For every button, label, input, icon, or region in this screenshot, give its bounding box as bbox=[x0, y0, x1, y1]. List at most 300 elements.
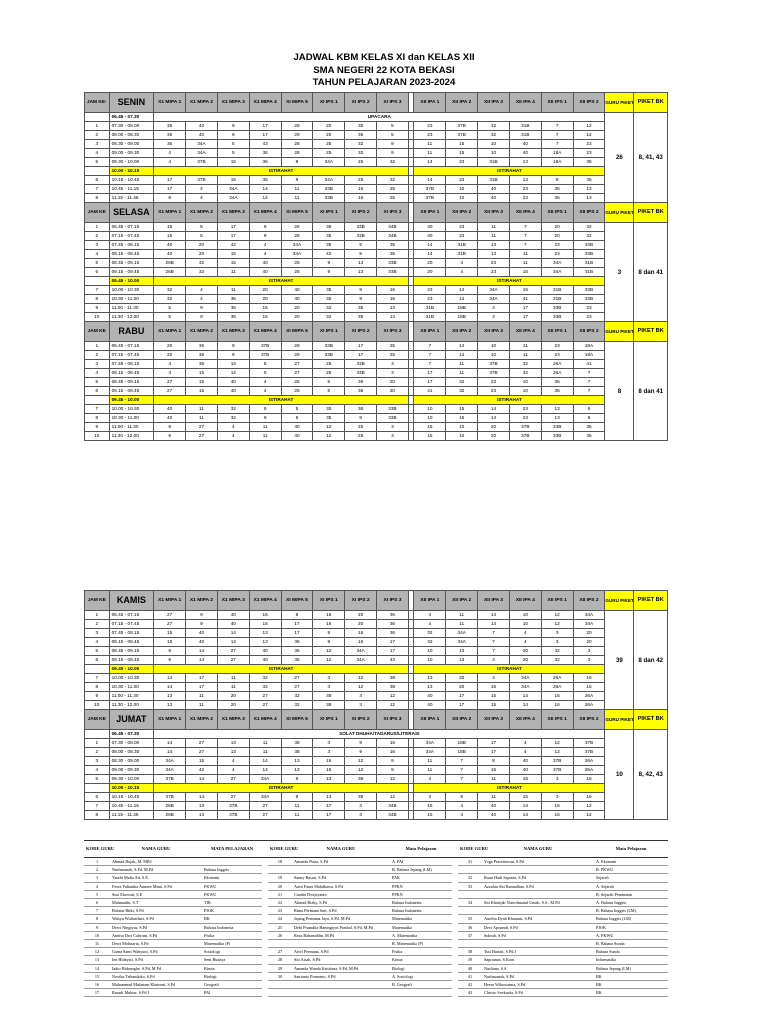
teacher-code-cell: 16 bbox=[377, 739, 409, 748]
teacher-code-cell: 32 bbox=[573, 223, 605, 232]
teacher-code-cell: 4 bbox=[186, 185, 218, 194]
teacher-code-cell: 13 bbox=[541, 414, 573, 423]
teacher-code-cell: 40 bbox=[249, 647, 281, 656]
teacher-code-cell: 35 bbox=[573, 158, 605, 167]
lesson-row bbox=[85, 158, 668, 167]
teacher-subject: BK bbox=[594, 989, 668, 997]
teacher-code-cell: 31B bbox=[478, 176, 510, 185]
schedule-table bbox=[84, 92, 668, 441]
nama-header: NAMA GURU bbox=[110, 841, 202, 858]
class-header: X1 MIPA 2 bbox=[186, 93, 218, 113]
jam-ke-cell: 1 bbox=[85, 611, 110, 620]
teacher-code-cell: 11 bbox=[217, 268, 249, 277]
teacher-code-cell: 17 bbox=[377, 647, 409, 656]
teacher-code-cell: 14 bbox=[186, 793, 218, 802]
teacher-code-table bbox=[84, 840, 668, 997]
teacher-code-cell: 9 bbox=[217, 122, 249, 131]
teacher-code-cell: 34A bbox=[249, 775, 281, 784]
teacher-code-cell: 16 bbox=[541, 802, 573, 811]
teacher-code-cell: 17 bbox=[345, 351, 377, 360]
teacher-code-cell: 4 bbox=[154, 360, 186, 369]
teacher-code-cell: 5 bbox=[186, 232, 218, 241]
class-header: XI IPS 2 bbox=[345, 710, 377, 730]
teacher-subject: Bahasa Inggris bbox=[202, 866, 262, 874]
teacher-code-cell: 9 bbox=[186, 304, 218, 313]
teacher-code-cell: 35 bbox=[377, 250, 409, 259]
teacher-row bbox=[84, 940, 668, 948]
teacher-name: Wahyu Widiasihati, S.Pd bbox=[110, 915, 202, 923]
teacher-code-cell: 40 bbox=[154, 414, 186, 423]
time-cell: 08.00 - 08.30 bbox=[109, 748, 154, 757]
teacher-code-cell: 14 bbox=[478, 620, 510, 629]
teacher-subject: B. PKWU bbox=[594, 866, 668, 874]
teacher-code-cell: 25 bbox=[377, 194, 409, 203]
teacher-code-cell: 43 bbox=[249, 140, 281, 149]
teacher-name: Rima Permana Sari, S.Pd bbox=[292, 907, 390, 915]
teacher-code-cell: 36 bbox=[281, 647, 313, 656]
time-cell: 10.00 - 10.30 bbox=[109, 405, 154, 414]
teacher-code: 2 bbox=[84, 866, 110, 874]
teacher-subject: Seni Budaya bbox=[202, 956, 262, 964]
teacher-row bbox=[84, 890, 668, 898]
teacher-code-cell: 17 bbox=[217, 232, 249, 241]
title-line-3: TAHUN PELAJARAN 2023-2024 bbox=[312, 77, 456, 89]
class-header: XII IPA 1 bbox=[414, 322, 446, 342]
teacher-code-cell: 23 bbox=[509, 405, 541, 414]
teacher-code-cell: 16 bbox=[573, 775, 605, 784]
teacher-code-cell: 16 bbox=[313, 620, 345, 629]
teacher-code-cell: 27 bbox=[154, 387, 186, 396]
teacher-code-cell: 40 bbox=[414, 701, 446, 710]
teacher-code-cell: 23 bbox=[478, 268, 510, 277]
teacher-code-cell: 37B bbox=[414, 194, 446, 203]
teacher-code-cell: 13 bbox=[313, 775, 345, 784]
teacher-subject: B. Bahasa Sunda bbox=[594, 940, 668, 948]
lesson-row bbox=[85, 683, 668, 692]
teacher-code-cell: 15 bbox=[509, 775, 541, 784]
teacher-code-cell: 9 bbox=[345, 748, 377, 757]
jam-ke-cell bbox=[85, 277, 110, 286]
jam-ke-cell: 3 bbox=[85, 629, 110, 638]
teacher-code-cell: 37B bbox=[446, 122, 478, 131]
teacher-code-cell: 12 bbox=[377, 701, 409, 710]
teacher-code-cell: 13 bbox=[217, 739, 249, 748]
teacher-code-cell: 25 bbox=[313, 360, 345, 369]
teacher-code-cell: 34A bbox=[414, 739, 446, 748]
teacher-code-cell: 26A bbox=[573, 766, 605, 775]
teacher-code-cell: 42 bbox=[217, 241, 249, 250]
teacher-row bbox=[84, 915, 668, 923]
teacher-code-cell: 35 bbox=[313, 295, 345, 304]
class-header: XII IPS 2 bbox=[573, 591, 605, 611]
guru-piket-value: 3 bbox=[605, 223, 634, 322]
guru-piket-header: GURU PIKET bbox=[605, 591, 634, 611]
teacher-code-cell: 23 bbox=[573, 149, 605, 158]
teacher-subject: A. Sosiologi bbox=[390, 972, 452, 980]
jam-ke-cell: 10 bbox=[85, 701, 110, 710]
class-header: X1 MIPA 3 bbox=[217, 710, 249, 730]
teacher-code: 23 bbox=[268, 907, 292, 915]
teacher-code-cell: 17 bbox=[154, 185, 186, 194]
teacher-code-cell: 10 bbox=[509, 387, 541, 396]
teacher-code-cell: 31B bbox=[541, 295, 573, 304]
teacher-code-cell: 5 bbox=[217, 140, 249, 149]
teacher-code-cell: 5 bbox=[377, 122, 409, 131]
class-header: XII IPA 4 bbox=[509, 322, 541, 342]
teacher-code-cell: 7 bbox=[478, 638, 510, 647]
jam-ke-cell: 9 bbox=[85, 423, 110, 432]
teacher-code-cell: 41 bbox=[509, 295, 541, 304]
teacher-code-cell: 20 bbox=[414, 268, 446, 277]
teacher-code-cell: 26A bbox=[541, 360, 573, 369]
teacher-code-cell: 26A bbox=[541, 369, 573, 378]
teacher-code-cell: 32 bbox=[509, 369, 541, 378]
teacher-code-cell: 3 bbox=[377, 423, 409, 432]
teacher-code-cell: 32 bbox=[186, 268, 218, 277]
class-header: XII IPA 1 bbox=[414, 203, 446, 223]
class-header: XI IPS 2 bbox=[345, 591, 377, 611]
teacher-code-cell: 7 bbox=[446, 775, 478, 784]
teacher-subject: Bahasa Sunda bbox=[594, 948, 668, 956]
teacher-code-cell: 31B bbox=[573, 259, 605, 268]
teacher-code-cell: 13 bbox=[154, 692, 186, 701]
teacher-code-cell: 32 bbox=[281, 692, 313, 701]
teacher-code bbox=[268, 866, 292, 874]
teacher-code-cell: 8 bbox=[281, 611, 313, 620]
teacher-code-cell: 10 bbox=[478, 351, 510, 360]
teacher-code-cell: 27 bbox=[217, 656, 249, 665]
teacher-code-cell: 17 bbox=[186, 674, 218, 683]
teacher-code-cell: 23 bbox=[541, 250, 573, 259]
teacher-code-cell: 32 bbox=[414, 638, 446, 647]
title-line-1: JADWAL KBM KELAS XI dan KELAS XII bbox=[293, 52, 475, 63]
class-header: XII IPA 3 bbox=[478, 710, 510, 730]
teacher-code-cell: 12 bbox=[573, 811, 605, 820]
teacher-code-cell: 9 bbox=[249, 232, 281, 241]
time-cell: 09.15 - 09.45 bbox=[109, 268, 154, 277]
break-label: ISTIRAHAT bbox=[414, 167, 605, 176]
teacher-subject: BK bbox=[594, 972, 668, 980]
lesson-row bbox=[85, 250, 668, 259]
teacher-code-cell: 32 bbox=[313, 313, 345, 322]
teacher-code-cell: 11 bbox=[414, 140, 446, 149]
piket-bk-header: PIKET BK bbox=[634, 591, 668, 611]
lesson-row bbox=[85, 414, 668, 423]
jam-ke-cell: 8 bbox=[85, 295, 110, 304]
teacher-code-cell: 7 bbox=[573, 369, 605, 378]
jam-ke-cell: 5 bbox=[85, 775, 110, 784]
lesson-row bbox=[85, 342, 668, 351]
teacher-code-cell: 32 bbox=[217, 414, 249, 423]
teacher-code-cell: 13 bbox=[154, 701, 186, 710]
lesson-row bbox=[85, 194, 668, 203]
lesson-row bbox=[85, 122, 668, 131]
jam-ke-cell: 10 bbox=[85, 432, 110, 441]
teacher-code-cell: 20 bbox=[377, 387, 409, 396]
class-header: X1 MIPA 2 bbox=[186, 710, 218, 730]
teacher-code-cell: 3 bbox=[541, 775, 573, 784]
jam-ke-cell: 5 bbox=[85, 259, 110, 268]
teacher-code-cell: 15 bbox=[154, 223, 186, 232]
teacher-name bbox=[292, 981, 390, 989]
class-header: XI MIPA 5 bbox=[281, 710, 313, 730]
teacher-name bbox=[482, 940, 594, 948]
teacher-code-cell: 27 bbox=[154, 620, 186, 629]
mapel-header: Mata Pelajaran bbox=[390, 841, 452, 858]
time-cell: 10.00 - 10.30 bbox=[109, 674, 154, 683]
mapel-header: Mata Pelajaran bbox=[594, 841, 668, 858]
break-label: ISTIRAHAT bbox=[154, 396, 409, 405]
teacher-code-cell: 20 bbox=[573, 638, 605, 647]
teacher-code-cell: 36 bbox=[377, 611, 409, 620]
teacher-code: 41 bbox=[458, 972, 482, 980]
teacher-code-cell: 20 bbox=[509, 647, 541, 656]
teacher-code-cell: 32 bbox=[249, 683, 281, 692]
pre-activity-label: UPACARA bbox=[154, 113, 605, 122]
teacher-name: Azzahra Siti Ramadhan, S.Pd bbox=[482, 882, 594, 890]
teacher-subject bbox=[202, 858, 262, 866]
teacher-code-cell: 37B bbox=[217, 811, 249, 820]
teacher-code-cell: 32 bbox=[509, 360, 541, 369]
teacher-subject: PAK bbox=[390, 874, 452, 882]
teacher-code: 31 bbox=[458, 858, 482, 866]
teacher-code-cell: 18B bbox=[446, 739, 478, 748]
teacher-code-cell: 34A bbox=[345, 656, 377, 665]
class-header: X1 MIPA 1 bbox=[154, 93, 186, 113]
teacher-code-cell: 15 bbox=[478, 701, 510, 710]
teacher-code-cell: 4 bbox=[414, 611, 446, 620]
teacher-name: Ahmad Rizky, S.Pd bbox=[292, 899, 390, 907]
jam-ke-cell bbox=[85, 167, 110, 176]
teacher-code-cell: 37B bbox=[446, 131, 478, 140]
guru-piket-header: GURU PIKET bbox=[605, 710, 634, 730]
teacher-code-cell: 40 bbox=[154, 405, 186, 414]
piket-bk-value: 8 dan 42 bbox=[634, 611, 668, 710]
teacher-code-cell: 14 bbox=[509, 692, 541, 701]
teacher-code-cell: 7 bbox=[573, 387, 605, 396]
teacher-code-cell: 16 bbox=[313, 757, 345, 766]
teacher-code-cell: 36 bbox=[313, 241, 345, 250]
lesson-row bbox=[85, 811, 668, 820]
teacher-code-cell: 20 bbox=[478, 423, 510, 432]
teacher-code-cell: 20 bbox=[186, 250, 218, 259]
teacher-code-cell: 16 bbox=[313, 766, 345, 775]
teacher-row bbox=[84, 882, 668, 890]
teacher-code-cell: 13 bbox=[446, 647, 478, 656]
teacher-code-cell: 12 bbox=[313, 656, 345, 665]
teacher-code-cell: 36 bbox=[249, 149, 281, 158]
teacher-code-cell: 13 bbox=[345, 268, 377, 277]
teacher-code-cell: 23 bbox=[414, 122, 446, 131]
teacher-code-cell: 40 bbox=[478, 185, 510, 194]
teacher-code-cell: 10 bbox=[414, 656, 446, 665]
teacher-code-cell: 11 bbox=[249, 739, 281, 748]
teacher-code-cell: 13 bbox=[541, 405, 573, 414]
teacher-code-cell: 37B bbox=[249, 351, 281, 360]
teacher-name bbox=[292, 866, 390, 874]
jam-ke-cell: 1 bbox=[85, 122, 110, 131]
lesson-row bbox=[85, 369, 668, 378]
teacher-name: Jajang Permana Jaya, S.Pd, M.Pd bbox=[292, 915, 390, 923]
teacher-code-cell: 15 bbox=[478, 692, 510, 701]
teacher-code-cell: 34A bbox=[281, 241, 313, 250]
teacher-name: Armi Fauzi Mahdhawa, S.Pd bbox=[292, 882, 390, 890]
teacher-code-cell: 25 bbox=[377, 342, 409, 351]
lesson-row bbox=[85, 185, 668, 194]
teacher-code-cell: 11 bbox=[281, 185, 313, 194]
lesson-row bbox=[85, 313, 668, 322]
teacher-code-cell: 17 bbox=[446, 692, 478, 701]
teacher-code-cell: 31B bbox=[446, 241, 478, 250]
piket-bk-header: PIKET BK bbox=[634, 93, 668, 113]
teacher-code-cell: 14 bbox=[249, 766, 281, 775]
teacher-code-cell: 35 bbox=[313, 286, 345, 295]
jam-ke-header: JAM KE bbox=[85, 322, 110, 342]
time-cell: 07.30 - 08.00 bbox=[109, 739, 154, 748]
class-header: X1 MIPA 1 bbox=[154, 322, 186, 342]
teacher-code-cell: 10 bbox=[414, 414, 446, 423]
teacher-code-cell: 11 bbox=[446, 611, 478, 620]
class-header: XI MIPA 5 bbox=[281, 322, 313, 342]
piket-bk-value: 8 dan 41 bbox=[634, 223, 668, 322]
teacher-code-cell: 4 bbox=[446, 802, 478, 811]
teacher-code: 40 bbox=[458, 964, 482, 972]
teacher-code-cell: 40 bbox=[249, 268, 281, 277]
teacher-code-cell: 4 bbox=[478, 313, 510, 322]
teacher-code-cell: 13 bbox=[509, 176, 541, 185]
teacher-code bbox=[458, 940, 482, 948]
teacher-code-cell: 5 bbox=[573, 405, 605, 414]
teacher-code-cell: 20 bbox=[573, 629, 605, 638]
time-cell: 07.45 - 08.15 bbox=[109, 241, 154, 250]
teacher-code-cell: 9 bbox=[186, 611, 218, 620]
teacher-code-cell: 20 bbox=[478, 432, 510, 441]
teacher-subject: PPKN bbox=[390, 882, 452, 890]
teacher-name: Nurhasanah, S.Pd bbox=[482, 972, 594, 980]
teacher-code-cell: 4 bbox=[154, 158, 186, 167]
teacher-code-cell: 42 bbox=[313, 250, 345, 259]
teacher-code-cell: 32 bbox=[217, 405, 249, 414]
class-header: XI IPS 2 bbox=[345, 93, 377, 113]
jam-ke-cell: 5 bbox=[85, 647, 110, 656]
teacher-code-cell: 5 bbox=[345, 250, 377, 259]
teacher-code-cell: 5 bbox=[345, 241, 377, 250]
teacher-code-cell: 4 bbox=[478, 656, 510, 665]
break-row bbox=[85, 167, 668, 176]
teacher-code-cell: 37B bbox=[249, 342, 281, 351]
teacher-code-cell: 15 bbox=[414, 811, 446, 820]
teacher-code-cell: 20 bbox=[541, 223, 573, 232]
teacher-code-cell: 23 bbox=[541, 241, 573, 250]
teacher-code-cell: 14 bbox=[186, 775, 218, 784]
day-name: SELASA bbox=[109, 203, 154, 223]
teacher-name: Rasadi Muhtar, S.Pd.I bbox=[110, 989, 202, 997]
teacher-code-cell: 34A bbox=[446, 638, 478, 647]
teacher-code-cell: 25 bbox=[281, 378, 313, 387]
teacher-name: Devi Apriandi, S.Pd bbox=[482, 923, 594, 931]
time-cell: 11.00 - 11.30 bbox=[109, 423, 154, 432]
teacher-code-cell: 13 bbox=[377, 304, 409, 313]
teacher-code-cell: 23 bbox=[478, 378, 510, 387]
teacher-code-cell: 26B bbox=[154, 811, 186, 820]
time-cell: 06.45 - 07.30 bbox=[109, 730, 154, 739]
teacher-code-cell: 23 bbox=[573, 313, 605, 322]
teacher-code-cell: 9 bbox=[154, 656, 186, 665]
teacher-row bbox=[84, 964, 668, 972]
teacher-code-cell: 9 bbox=[249, 223, 281, 232]
teacher-code: 38 bbox=[458, 948, 482, 956]
teacher-code-cell: 4 bbox=[509, 638, 541, 647]
teacher-code-cell: 29 bbox=[281, 122, 313, 131]
teacher-code-cell: 5 bbox=[249, 360, 281, 369]
teacher-row bbox=[84, 866, 668, 874]
time-cell: 09.00 - 09.30 bbox=[109, 149, 154, 158]
teacher-code-cell: 12 bbox=[541, 748, 573, 757]
teacher-code: 34 bbox=[458, 899, 482, 907]
teacher-code-cell: 9 bbox=[154, 647, 186, 656]
teacher-code-cell: 4 bbox=[217, 423, 249, 432]
teacher-code-cell: 7 bbox=[414, 342, 446, 351]
class-header: XII IPA 2 bbox=[446, 710, 478, 730]
lesson-row bbox=[85, 748, 668, 757]
class-header: XII IPS 1 bbox=[541, 591, 573, 611]
teacher-code-cell: 9 bbox=[249, 405, 281, 414]
class-header: XII IPS 2 bbox=[573, 322, 605, 342]
teacher-code-cell: 36 bbox=[345, 405, 377, 414]
teacher-code-cell: 33B bbox=[541, 313, 573, 322]
lesson-row bbox=[85, 149, 668, 158]
teacher-subject: B. Matematika (P) bbox=[390, 940, 452, 948]
teacher-code-cell: 4 bbox=[414, 775, 446, 784]
teacher-code-cell: 9 bbox=[249, 414, 281, 423]
class-header: XII IPA 2 bbox=[446, 591, 478, 611]
teacher-code-cell: 9 bbox=[377, 140, 409, 149]
teacher-code-cell: 12 bbox=[573, 802, 605, 811]
class-header: XII IPA 1 bbox=[414, 93, 446, 113]
teacher-subject: Biologi bbox=[390, 964, 452, 972]
teacher-code-cell: 13 bbox=[478, 250, 510, 259]
time-cell: 07.45 - 08.15 bbox=[109, 629, 154, 638]
teacher-code-cell: 3 bbox=[573, 656, 605, 665]
teacher-code-cell: 32 bbox=[186, 259, 218, 268]
teacher-row bbox=[84, 899, 668, 907]
guru-piket-header: GURU PIKET bbox=[605, 203, 634, 223]
jam-ke-cell: 7 bbox=[85, 405, 110, 414]
time-cell: 10.45 - 11.15 bbox=[109, 185, 154, 194]
teacher-code-cell: 25 bbox=[345, 158, 377, 167]
teacher-code-cell: 40 bbox=[478, 194, 510, 203]
teacher-code: 11 bbox=[84, 940, 110, 948]
teacher-code-cell: 34A bbox=[249, 793, 281, 802]
teacher-code-cell: 9 bbox=[154, 423, 186, 432]
teacher-code-cell: 23 bbox=[573, 140, 605, 149]
teacher-code-cell: 11 bbox=[446, 369, 478, 378]
break-row bbox=[85, 665, 668, 674]
teacher-code-cell: 35 bbox=[313, 405, 345, 414]
day-header-row bbox=[85, 93, 668, 113]
teacher-code-cell: 33B bbox=[541, 432, 573, 441]
teacher-subject: PPKN bbox=[390, 890, 452, 898]
teacher-code-cell: 11 bbox=[414, 149, 446, 158]
teacher-code: 4 bbox=[84, 882, 110, 890]
break-label: ISTIRAHAT bbox=[154, 665, 409, 674]
class-header: XII IPA 4 bbox=[509, 710, 541, 730]
teacher-code-cell: 38 bbox=[345, 775, 377, 784]
teacher-code-cell: 34B bbox=[377, 802, 409, 811]
teacher-code-cell: 36 bbox=[186, 342, 218, 351]
teacher-code-cell: 18B bbox=[446, 748, 478, 757]
guru-piket-value: 10 bbox=[605, 730, 634, 820]
